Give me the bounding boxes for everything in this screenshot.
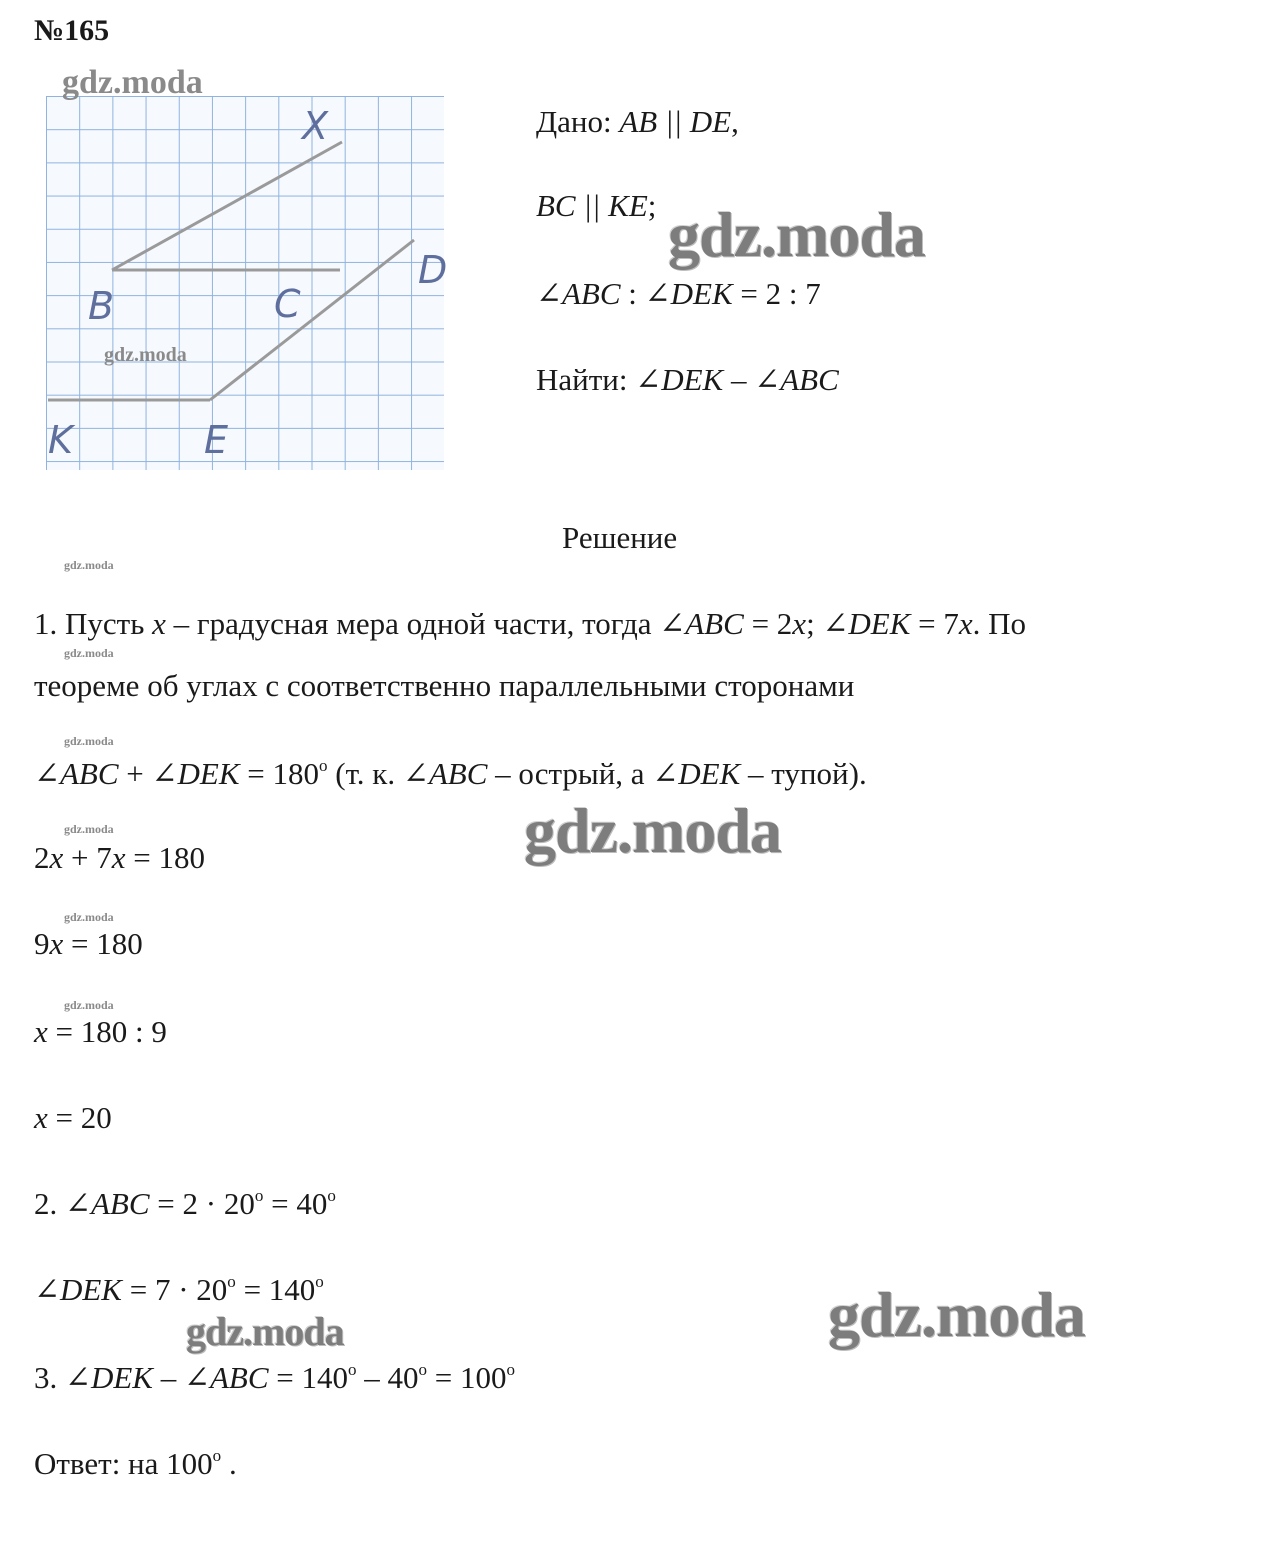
step-2-line-1: 2. ∠ABC = $2 \cdot 20^о = 40^о$	[34, 1186, 336, 1221]
label-x: X	[302, 104, 329, 148]
watermark: gdz.moda	[64, 910, 114, 924]
watermark: gdz.moda	[62, 64, 203, 101]
label-e: E	[204, 418, 229, 462]
solution-heading: Решение	[562, 520, 678, 555]
ray-bx	[112, 142, 342, 270]
label-c: C	[274, 282, 301, 326]
equation-2: 9x = 180	[34, 926, 143, 961]
given-line-2: BC || KE;	[536, 188, 657, 223]
find-line: Найти: ∠DEK – ∠ABC	[536, 362, 839, 397]
watermark: gdz.moda	[64, 558, 114, 572]
label-d: D	[418, 248, 448, 292]
ray-ed	[210, 240, 414, 400]
answer: Ответ: на $100^о$ .	[34, 1446, 237, 1481]
watermark: gdz.moda	[104, 344, 187, 366]
watermark: gdz.moda	[64, 734, 114, 748]
watermark: gdz.moda	[668, 199, 925, 270]
label-k: K	[48, 418, 73, 462]
watermark: gdz.moda	[64, 822, 114, 836]
watermark: gdz.moda	[64, 646, 114, 660]
watermark: gdz.moda	[828, 1279, 1085, 1350]
watermark: gdz.moda	[524, 795, 781, 866]
step-1-line-2: теореме об углах с соответственно параллельными сторонами	[34, 668, 855, 703]
given-ratio: ∠ABC : ∠DEK = 2 : 7	[536, 276, 821, 311]
step-1-line-1: 1. Пусть x – градусная мера одной части, тогда ∠ABC = 2x; ∠DEK = 7x. По	[34, 606, 1027, 641]
equation-1: 2x + 7x = 180	[34, 840, 205, 875]
step-1-line-3: ∠ABC + ∠DEK = $180^о$ (т. к. ∠ABC – острый, а ∠DEK – тупой).	[34, 756, 867, 791]
step-2-line-2: ∠DEK = $7 \cdot 20^о = 140^о$	[34, 1272, 324, 1307]
label-b: B	[88, 284, 115, 328]
equation-4: x = 20	[34, 1100, 112, 1135]
task-number: №165	[34, 14, 110, 47]
given-line-1: Дано: AB || DE,	[536, 104, 739, 139]
step-3: 3. ∠DEK – ∠ABC = $140^о - 40^о = 100^о$	[34, 1360, 516, 1395]
watermark: gdz.moda	[186, 1309, 344, 1354]
equation-3: x = 180 : 9	[34, 1014, 167, 1049]
watermark: gdz.moda	[64, 998, 114, 1012]
